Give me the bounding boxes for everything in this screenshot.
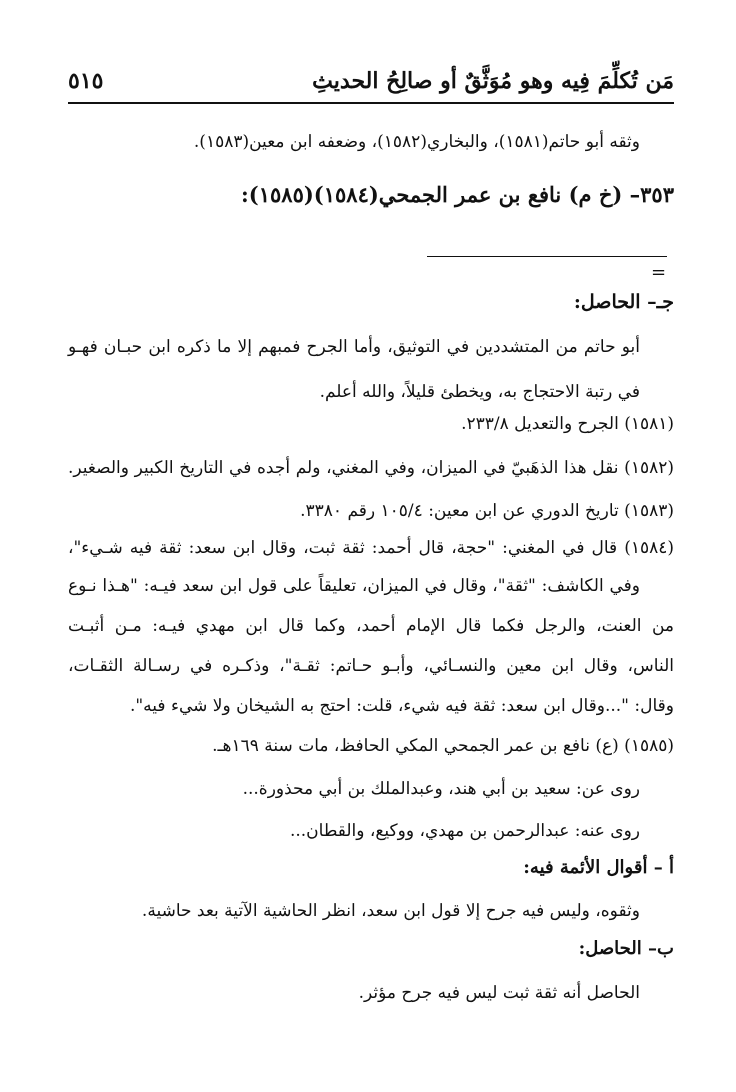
footnote-1584-line-1: (١٥٨٤) قال في المغني: "حجة، قال أحمد: ثقة ثبت، وقال ابن سعد: ثقة فيه شـيء"،: [68, 538, 674, 558]
footnote-1584-line-4: الناس، وقال ابن معين والنسـائي، وأبـو حـاتم: ثقـة"، وذكـره في رسـالة الثقـات،: [68, 656, 674, 676]
footnote-1584-line-3: من العنت، والرجل فكما قال الإمام أحمد، وكما قال ابن مهدي فيـه: مـن أثبـت: [68, 616, 674, 636]
header-divider: [68, 102, 674, 104]
entry-heading: ٣٥٣– (خ م) نافع بن عمر الجمحي(١٥٨٤)(١٥٨٥):: [241, 182, 674, 207]
page-header: [68, 62, 674, 100]
footnote-1584-line-2: وفي الكاشف: "ثقة"، وقال في الميزان، تعليقاً على قول ابن سعد فيـه: "هـذا نـوع: [68, 576, 640, 596]
aqwal-heading: أ – أقوال الأئمة فيه:: [523, 857, 674, 878]
hasil-line-1: أبو حاتم من المتشددين في التوثيق، وأما الجرح فمبهم إلا ما ذكره ابن حبـان فهـو: [68, 337, 640, 357]
aqwal-text: وثقوه، وليس فيه جرح إلا قول ابن سعد، انظر الحاشية الآتية بعد حاشية.: [141, 901, 640, 921]
page-number: ٥١٥: [68, 68, 104, 94]
footnote-divider: [427, 256, 667, 257]
running-title: مَن تُكلِّمَ فِيه وهو مُوَثَّقٌ أو صالِحُ الحديثِ: [312, 68, 674, 94]
hasil-heading: جـ– الحاصل:: [573, 291, 674, 313]
footnote-1583: (١٥٨٣) تاريخ الدوري عن ابن معين: ١٠٥/٤ رقم ٣٣٨٠.: [300, 501, 674, 521]
rawa-anhu-line: روى عنه: عبدالرحمن بن مهدي، ووكيع، والقطان...: [289, 821, 640, 841]
footnote-1581: (١٥٨١) الجرح والتعديل ٢٣٣/٨.: [461, 414, 674, 434]
hasil2-heading: ب– الحاصل:: [578, 938, 674, 959]
rawa-an-line: روى عن: سعيد بن أبي هند، وعبدالملك بن أبي محذورة...: [242, 779, 640, 799]
footnote-1582: (١٥٨٢) نقل هذا الذهَبيّ في الميزان، وفي المغني، ولم أجده في التاريخ الكبير والصغير.: [68, 458, 674, 478]
footnote-1584-line-5: وقال: "...وقال ابن سعد: ثقة فيه شيء، قلت: احتج به الشيخان ولا شيء فيه".: [129, 696, 674, 716]
hasil2-text: الحاصل أنه ثقة ثبت ليس فيه جرح مؤثر.: [358, 983, 640, 1003]
tawthiq-line: وثقه أبو حاتم(١٥٨١)، والبخاري(١٥٨٢)، وضعفه ابن معين(١٥٨٣).: [193, 132, 640, 152]
footnote-1585: (١٥٨٥) (ع) نافع بن عمر الجمحي المكي الحافظ، مات سنة ١٦٩هـ.: [212, 736, 674, 756]
hasil-line-2: في رتبة الاحتجاج به، ويخطئ قليلاً، والله أعلم.: [319, 382, 640, 402]
continuation-mark: =: [651, 262, 667, 283]
